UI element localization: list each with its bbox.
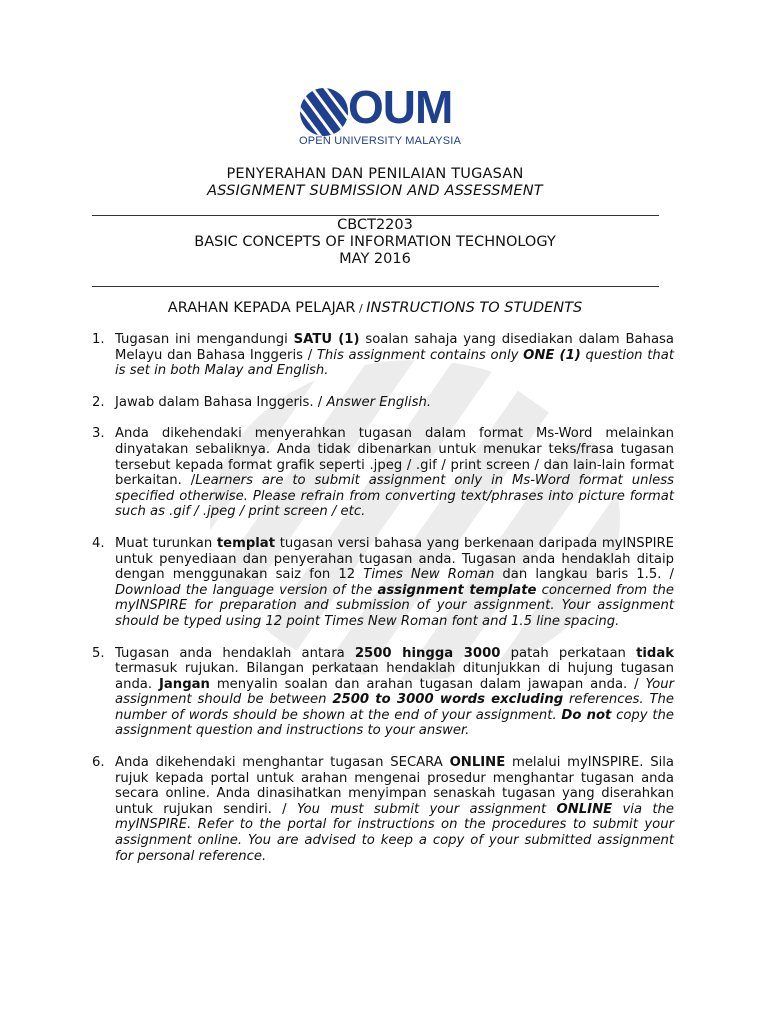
item-text-segment: question that is set in both Malay and English. [115,347,675,379]
item-text [115,332,674,378]
item-text-segment: melalui myINSPIRE. Sila rujuk kepada portal untuk arahan mengenai prosedur menghantar tugasan anda secara online. Anda dinasihatkan menyimpan senaskah tugasan yang diserahkan untuk rujukan sendiri. / [115,755,674,817]
item-number: 6. [92,755,105,771]
item-text-segment: Times New Roman [363,567,495,583]
item-text-segment: Anda dikehendaki menyerahkan tugasan dalam format Ms-Word melainkan dinyatakan sebaliknya. Anda tidak dibenarkan untuk menukar teks/frasa tugasan tersebut kepada format grafik seperti .jpeg / .gif / print screen / dan lain-lain format berkaitan. / [115,426,674,489]
item-text-segment: menyalin soalan dan arahan tugasan dalam jawapan anda. / [209,676,646,692]
item-text-segment: concerned from the myINSPIRE for preparation and submission of your assignment. Your assignment should be typed using 12 point Times New Roman font and 1.5 line spacing. [115,582,674,629]
item-number: 1. [92,332,105,347]
list-item [92,755,674,864]
list-item [92,536,674,630]
item-text [115,755,674,864]
item-text-segment: Download the language version of the [115,582,378,598]
item-text-segment: patah perkataan [500,645,637,661]
item-text-segment: tugasan versi bahasa yang berkenaan daripada myINSPIRE untuk penyediaan dan penyerahan tugasan anda. Tugasan anda hendaklah ditaip dengan menggunakan saiz fon 12 [115,535,674,583]
item-text-segment: Jawab dalam Bahasa Inggeris. / [115,394,327,410]
item-text [115,395,431,410]
item-text-segment: ONE (1) [523,347,581,363]
item-text-segment: copy the assignment question and instructions to your answer. [115,707,674,739]
item-text-segment: termasuk rujukan. Bilangan perkataan hendaklah ditunjukkan di hujung tugasan anda. [115,661,674,692]
item-text-segment: 2500 to 3000 words excluding [332,692,564,708]
instructions-heading [92,300,658,316]
item-text-segment: ONLINE [556,801,613,817]
heading-slash: / [355,302,367,315]
item-text-segment: dan langkau baris 1.5. / [494,567,675,583]
list-item [92,426,674,520]
course-semester: MAY 2016 [339,251,411,267]
divider-bottom [92,286,659,287]
item-number: 5. [92,645,105,661]
divider-top [92,215,659,216]
item-text-segment: references. The number of words should be shown at the end of your assignment. [115,692,675,723]
list-item [92,332,674,379]
item-text [115,536,674,629]
item-text-segment: You must submit your assignment [296,801,557,817]
title-english: ASSIGNMENT SUBMISSION AND ASSESSMENT [207,183,543,199]
item-text-segment: ONLINE [449,755,506,771]
heading-malay: ARAHAN KEPADA PELAJAR [167,300,356,316]
item-number: 2. [92,394,105,410]
course-code: CBCT2203 [337,217,413,233]
item-number: 3. [92,426,105,442]
item-text [115,426,674,519]
logo-subtitle: OPEN UNIVERSITY MALAYSIA [299,135,462,147]
course-name: BASIC CONCEPTS OF INFORMATION TECHNOLOGY [194,234,556,250]
item-text-segment: tidak [636,645,674,661]
heading-english: INSTRUCTIONS TO STUDENTS [366,300,583,316]
item-text-segment: via the myINSPIRE. Refer to the portal for instructions on the procedures to submit your assignment online. You are advised to keep a copy of your submitted assignment for personal reference. [115,801,674,864]
list-item [92,395,674,411]
item-number: 4. [92,535,105,551]
item-text-segment: Tugasan ini mengandungi [115,332,294,347]
instructions-list [92,332,674,864]
item-text-segment: Answer English. [326,394,432,410]
item-text-segment: Jangan [159,676,210,692]
item-text-segment: Tugasan anda hendaklah antara [115,645,355,661]
item-text-segment: Your assignment should be between [115,676,674,708]
item-text-segment: templat [216,535,276,551]
item-text-segment: Anda dikehendaki menghantar tugasan SECARA [115,755,450,771]
item-text-segment: Learners are to submit assignment only in Ms-Word format unless specified otherwise. Please refrain from converting text/phrases into picture format such as .gif / .jpeg / print screen / etc. [115,473,674,520]
item-text-segment: soalan sahaja yang disediakan dalam Bahasa Melayu dan Bahasa Inggeris / [115,332,674,363]
list-item [92,646,674,740]
title-malay: PENYERAHAN DAN PENILAIAN TUGASAN [226,166,524,182]
item-text-segment: SATU (1) [293,332,360,347]
item-text-segment: assignment template [377,582,537,598]
item-text-segment: Do not [561,707,612,723]
logo-wordmark: OUM [348,81,453,133]
item-text-segment: 2500 hingga 3000 [354,645,501,661]
item-text [115,646,674,739]
item-text-segment: Muat turunkan [115,535,217,551]
item-text-segment: This assignment contains only [316,347,524,363]
